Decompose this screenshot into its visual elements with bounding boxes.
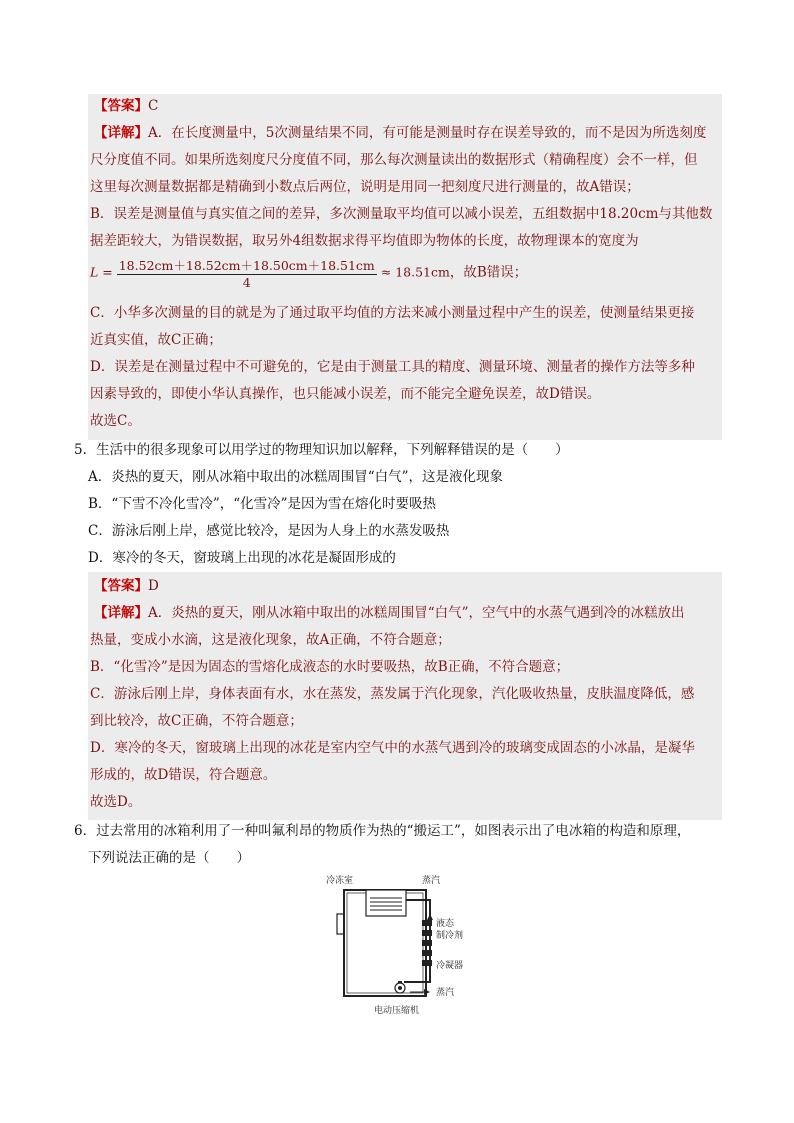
- detail-line: 故选C。: [90, 413, 141, 429]
- formula-lhs: L =: [90, 264, 113, 280]
- formula-denominator: 4: [242, 275, 251, 290]
- detail-line: 据差距较大，为错误数据，取另外4组数据求得平均值即为物体的长度，故物理课本的宽度为: [90, 233, 639, 249]
- detail-line: [94, 604, 685, 622]
- condenser-fin: [422, 930, 432, 936]
- answer-block-2: [88, 572, 722, 820]
- detail-line: 近真实值，故C正确；: [90, 332, 222, 348]
- formula-fraction: [117, 256, 377, 290]
- detail-line: C．小华多次测量的目的就是为了通过取平均值的方法来减小测量过程中产生的误差，使测量结果更接: [90, 305, 695, 321]
- question-5-stem: 5．生活中的很多现象可以用学过的物理知识加以解释，下列解释错误的是（ ）: [74, 442, 569, 458]
- question-5-option-a: A．炎热的夏天，刚从冰箱中取出的冰糕周围冒“白气”，这是液化现象: [88, 469, 504, 485]
- detail-text: A．在长度测量中，5次测量结果不同，有可能是测量时存在误差导致的，而不是因为所选刻度: [148, 125, 707, 141]
- detail-line: B．误差是测量值与真实值之间的差异，多次测量取平均值可以减小误差，五组数据中18.20cm与其他数: [90, 206, 713, 222]
- refrigerator-diagram: [326, 870, 470, 1020]
- answer-line: [94, 97, 158, 115]
- condenser-fin: [422, 960, 432, 966]
- answer-tag: 【答案】: [94, 578, 148, 594]
- condenser-fin: [422, 950, 432, 956]
- freezer-box: [366, 890, 406, 916]
- condenser-fin: [422, 940, 432, 946]
- detail-tag: 【详解】: [94, 605, 148, 621]
- formula-rhs: ≈ 18.51cm: [380, 264, 450, 280]
- door-handle: [337, 914, 344, 934]
- label-vapor-top: 蒸汽: [422, 876, 441, 886]
- answer-value: D: [148, 578, 159, 594]
- formula-tail: ，故B错误；: [449, 264, 528, 281]
- average-formula: [90, 256, 527, 290]
- answer-value: C: [148, 98, 159, 114]
- detail-line: C．游泳后刚上岸，身体表面有水，水在蒸发，蒸发属于汽化现象，汽化吸收热量，皮肤温度降低，感: [90, 686, 695, 702]
- answer-line: [94, 577, 159, 595]
- label-compressor: 电动压缩机: [374, 1006, 420, 1016]
- detail-line: D．寒冷的冬天，窗玻璃上出现的冰花是室内空气中的水蒸气遇到冷的玻璃变成固态的小冰晶，是凝华: [90, 740, 695, 756]
- detail-line: 故选D。: [90, 794, 142, 810]
- question-5-option-b: B．“下雪不冷化雪冷”，“化雪冷”是因为雪在熔化时要吸热: [88, 496, 437, 512]
- arrow-head: [427, 914, 433, 920]
- question-5-option-c: C．游泳后刚上岸，感觉比较冷，是因为人身上的水蒸发吸热: [88, 523, 450, 539]
- question-6-stem-cont: 下列说法正确的是（ ）: [88, 850, 250, 866]
- answer-tag: 【答案】: [94, 98, 148, 114]
- question-6-stem: 6．过去常用的冰箱利用了一种叫氟利昂的物质作为热的“搬运工”，如图表示出了电冰箱的构造和原理，: [74, 823, 691, 839]
- detail-line: [94, 124, 706, 142]
- detail-line: B．“化雪冷”是因为固态的雪熔化成液态的水时要吸热，故B正确，不符合题意；: [90, 659, 570, 675]
- question-5-option-d: D．寒冷的冬天，窗玻璃上出现的冰花是凝固形成的: [88, 550, 396, 566]
- compressor-center: [398, 986, 402, 990]
- detail-line: D．误差是在测量过程中不可避免的，它是由于测量工具的精度、测量环境、测量者的操作方法等多种: [90, 359, 695, 375]
- formula-numerator: 18.52cm＋18.52cm＋18.50cm＋18.51cm: [118, 258, 375, 273]
- label-freezer: 冷冻室: [326, 876, 354, 886]
- detail-line: 这里每次测量数据都是精确到小数点后两位，说明是用同一把刻度尺进行测量的，故A错误；: [90, 179, 640, 195]
- detail-line: 因素导致的，即使小华认真操作，也只能减小误差，而不能完全避免误差，故D错误。: [90, 386, 601, 402]
- label-liquid2: 制冷剂: [436, 931, 464, 941]
- detail-line: 到比较冷，故C正确，不符合题意；: [90, 713, 303, 729]
- label-condenser: 冷凝器: [436, 961, 464, 971]
- detail-text: A．炎热的夏天，刚从冰箱中取出的冰糕周围冒“白气”，空气中的水蒸气遇到冷的冰糕放出: [148, 605, 685, 621]
- detail-tag: 【详解】: [94, 125, 148, 141]
- detail-line: 尺分度值不同。如果所选刻度尺分度值不同，那么每次测量读出的数据形式（精确程度）会不一样，但: [90, 152, 698, 168]
- label-liquid1: 液态: [436, 919, 455, 929]
- detail-line: 热量，变成小水滴，这是液化现象，故A正确，不符合题意；: [90, 632, 451, 648]
- label-vapor-bottom: 蒸汽: [436, 988, 455, 998]
- answer-block-1: [88, 94, 722, 440]
- detail-line: 形成的，故D错误，符合题意。: [90, 767, 277, 783]
